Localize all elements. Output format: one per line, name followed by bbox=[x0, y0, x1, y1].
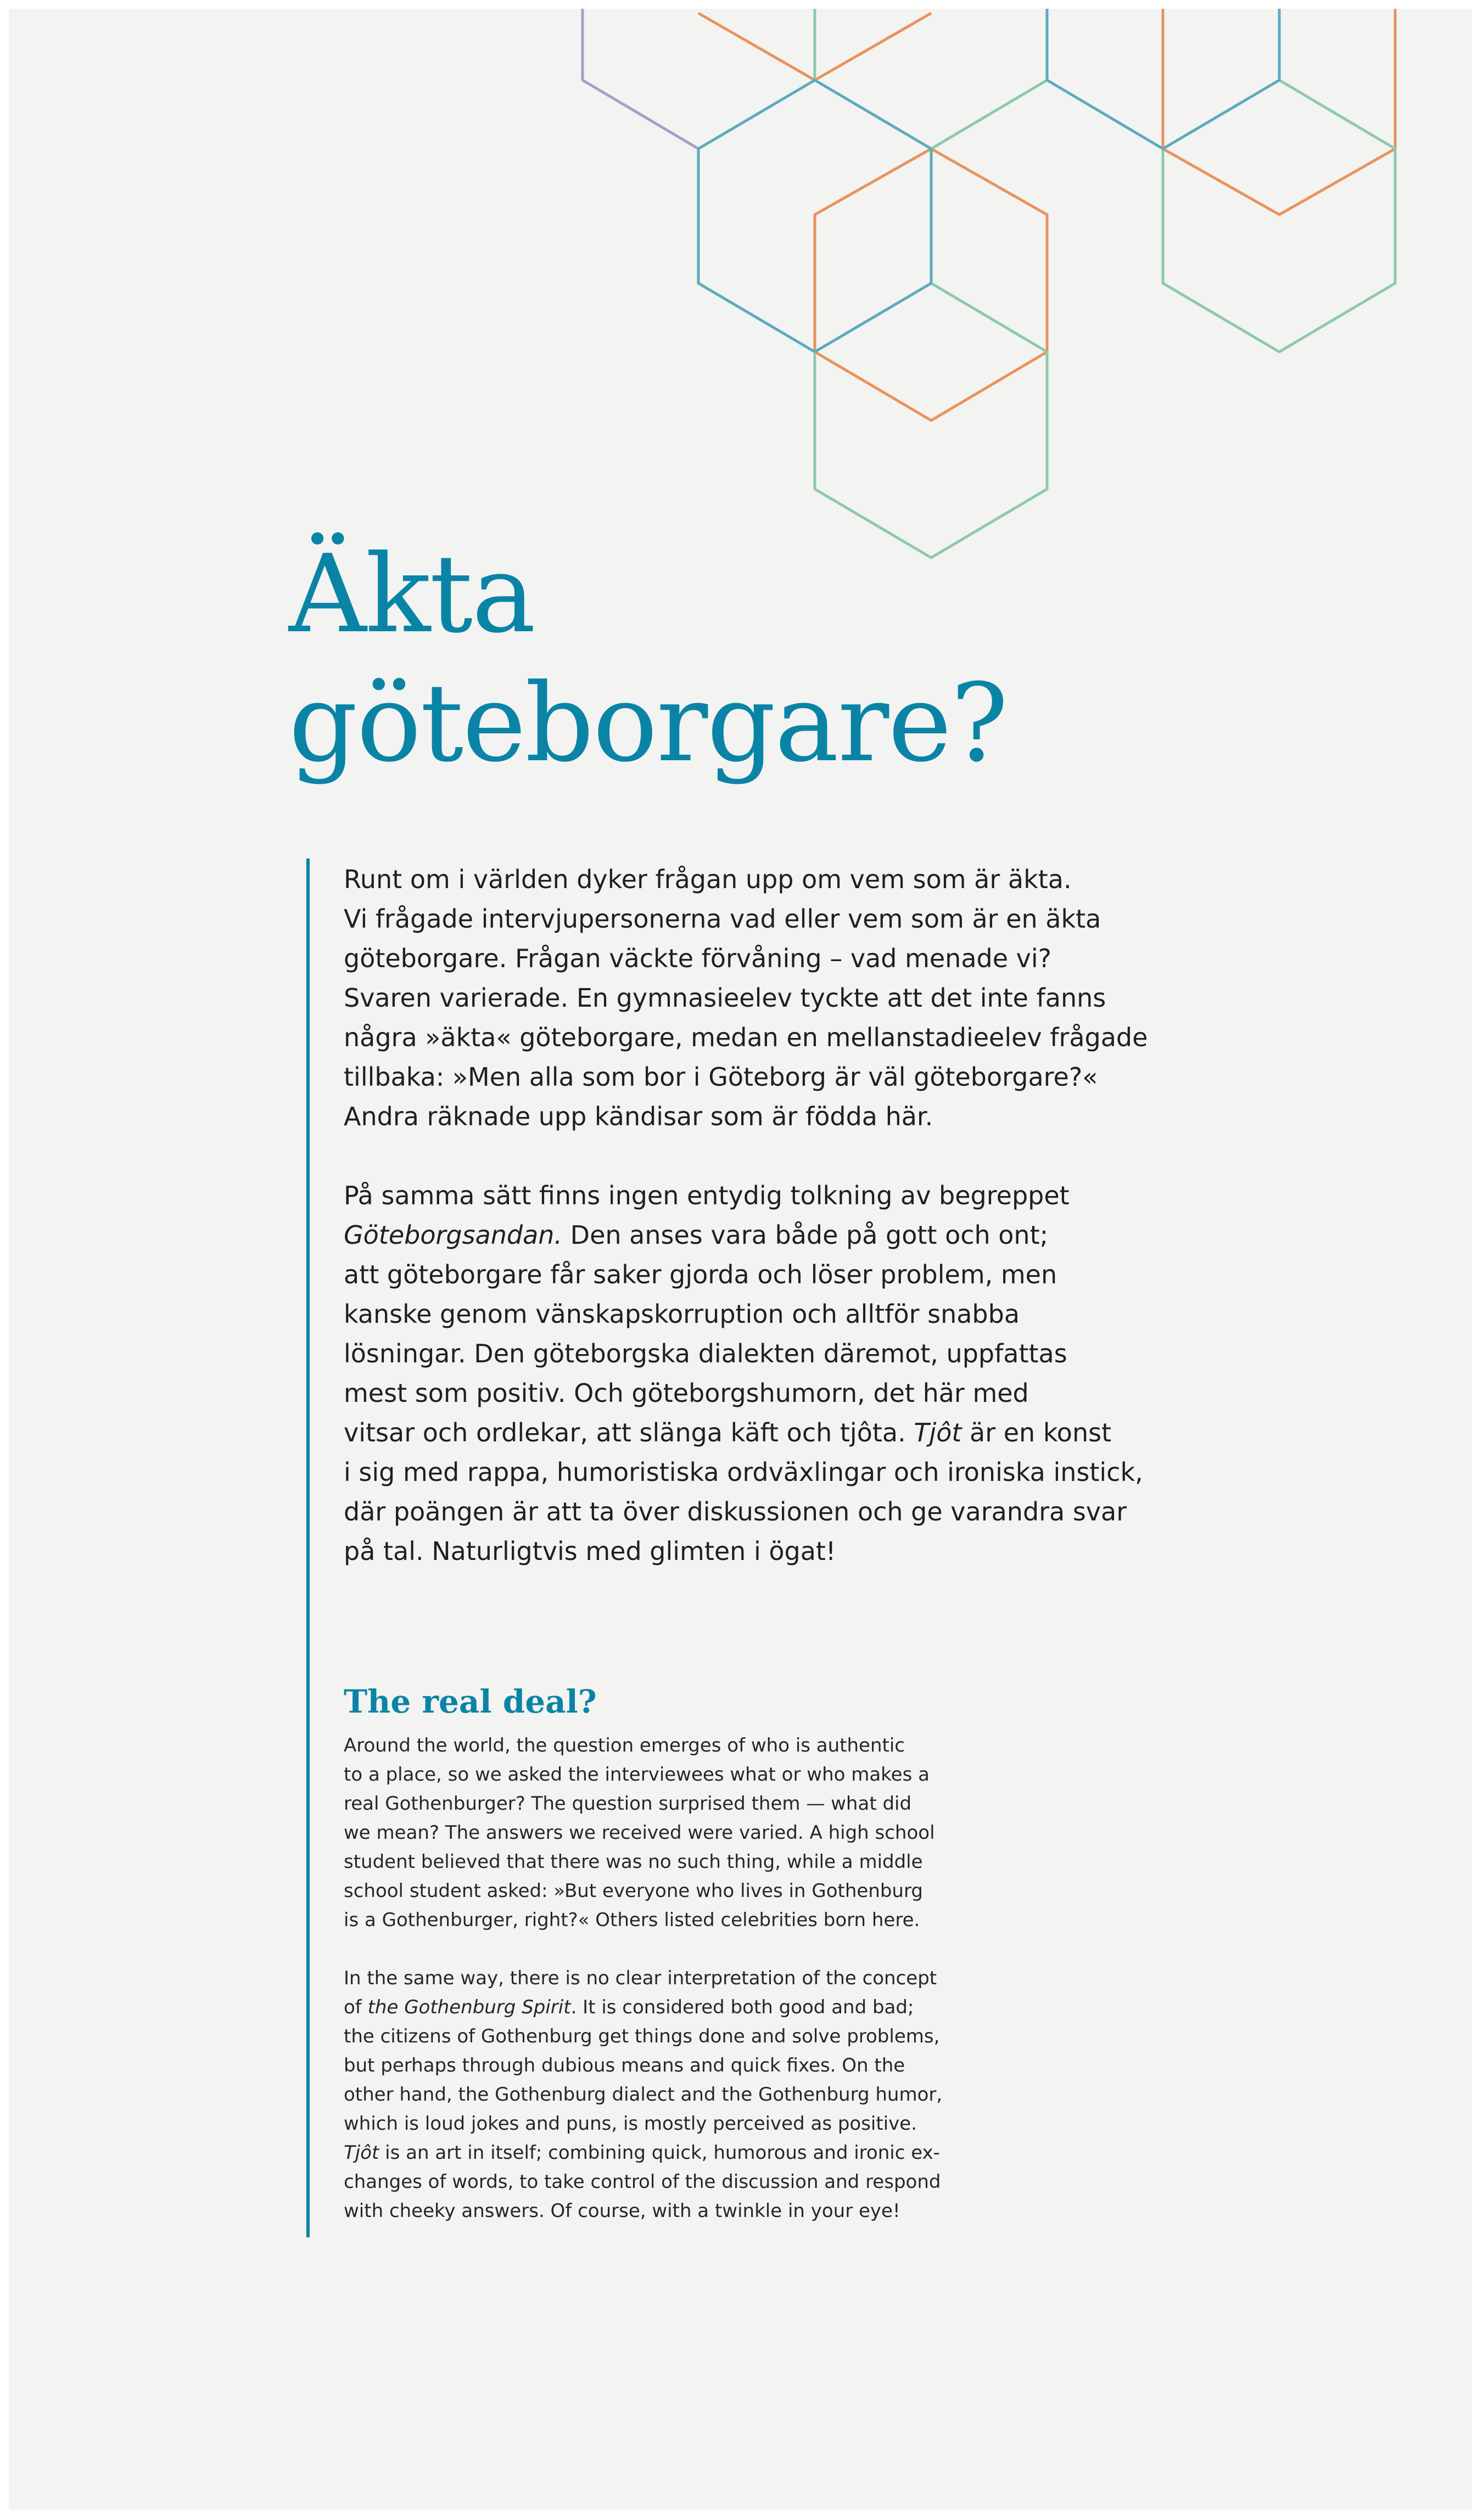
page-title bbox=[289, 530, 1007, 788]
text-line: school student asked: »But everyone who lives in Gothenburg bbox=[344, 1880, 923, 1902]
english-paragraph-1 bbox=[344, 1731, 1057, 1935]
text-line: i sig med rappa, humoristiska ordväxlingar och ironiska instick, bbox=[344, 1457, 1143, 1487]
text-line: but perhaps through dubious means and quick fixes. On the bbox=[344, 2055, 905, 2076]
text-line: Svaren varierade. En gymnasieelev tyckte att det inte fanns bbox=[344, 983, 1106, 1013]
english-heading: The real deal? bbox=[344, 1683, 597, 1720]
text-line: other hand, the Gothenburg dialect and the Gothenburg humor, bbox=[344, 2084, 943, 2106]
text-segment: vitsar och ordlekar, att slänga käft och tjôta. bbox=[344, 1418, 914, 1447]
text-line: kanske genom vänskapskorruption och alltför snabba bbox=[344, 1299, 1020, 1329]
text-line: student believed that there was no such thing, while a middle bbox=[344, 1851, 923, 1873]
emphasis-term: the Gothenburg Spirit bbox=[367, 1996, 571, 2018]
text-line bbox=[344, 1993, 1057, 2022]
text-line: Andra räknade upp kändisar som är födda här. bbox=[344, 1102, 933, 1131]
text-line: is a Gothenburger, right?« Others listed celebrities born here. bbox=[344, 1909, 920, 1931]
text-segment: is an art in itself; combining quick, humorous and ironic ex- bbox=[379, 2142, 940, 2164]
text-line: the citizens of Gothenburg get things done and solve problems, bbox=[344, 2025, 940, 2047]
text-line: På samma sätt finns ingen entydig tolkning av begreppet bbox=[344, 1181, 1070, 1210]
text-line: där poängen är att ta över diskussionen och ge varandra svar bbox=[344, 1497, 1127, 1526]
english-paragraph-2 bbox=[344, 1964, 1057, 2226]
swedish-text-block bbox=[344, 860, 1195, 1571]
text-line: In the same way, there is no clear interpretation of the concept bbox=[344, 1967, 937, 1989]
vertical-accent-rule bbox=[306, 858, 310, 2237]
hexagon-pattern-decoration bbox=[9, 9, 1472, 613]
text-line: which is loud jokes and puns, is mostly perceived as positive. bbox=[344, 2113, 917, 2135]
text-line: real Gothenburger? The question surprised them — what did bbox=[344, 1793, 912, 1815]
text-segment: är en konst bbox=[961, 1418, 1112, 1447]
text-line: Runt om i världen dyker frågan upp om vem som är äkta. bbox=[344, 865, 1072, 894]
emphasis-term: Tjôt bbox=[344, 2142, 379, 2164]
text-line: några »äkta« göteborgare, medan en mellanstadieelev frågade bbox=[344, 1023, 1148, 1052]
text-line: to a place, so we asked the interviewees what or who makes a bbox=[344, 1764, 930, 1786]
text-segment: . It is considered both good and bad; bbox=[570, 1996, 914, 2018]
text-line bbox=[344, 1413, 1195, 1452]
english-text-block bbox=[344, 1680, 1057, 2226]
text-line: Vi frågade intervjupersonerna vad eller vem som är en äkta bbox=[344, 904, 1101, 934]
text-line: på tal. Naturligtvis med glimten i ögat! bbox=[344, 1536, 836, 1566]
title-line-2: göteborgare? bbox=[289, 661, 1008, 786]
text-line bbox=[344, 1215, 1195, 1255]
text-line: lösningar. Den göteborgska dialekten däremot, uppfattas bbox=[344, 1339, 1067, 1368]
text-line: mest som positiv. Och göteborgshumorn, det här med bbox=[344, 1378, 1029, 1408]
swedish-paragraph-1 bbox=[344, 860, 1195, 1136]
swedish-paragraph-2 bbox=[344, 1176, 1195, 1571]
text-line: with cheeky answers. Of course, with a twinkle in your eye! bbox=[344, 2200, 900, 2222]
text-segment: Den anses vara både på gott och ont; bbox=[562, 1220, 1049, 1250]
emphasis-term: Göteborgsandan. bbox=[344, 1220, 563, 1250]
poster bbox=[9, 9, 1472, 2510]
text-line: Around the world, the question emerges of who is authentic bbox=[344, 1735, 905, 1756]
text-line bbox=[344, 2139, 1057, 2168]
emphasis-term: Tjôt bbox=[914, 1418, 962, 1447]
text-line: changes of words, to take control of the discussion and respond bbox=[344, 2171, 941, 2193]
text-line: att göteborgare får saker gjorda och löser problem, men bbox=[344, 1260, 1057, 1289]
text-line: we mean? The answers we received were varied. A high school bbox=[344, 1822, 935, 1844]
text-line: tillbaka: »Men alla som bor i Göteborg är väl göteborgare?« bbox=[344, 1062, 1098, 1092]
title-line-1: Äkta bbox=[289, 532, 535, 657]
text-line: göteborgare. Frågan väckte förvåning – vad menade vi? bbox=[344, 944, 1052, 973]
text-segment: of bbox=[344, 1996, 368, 2018]
